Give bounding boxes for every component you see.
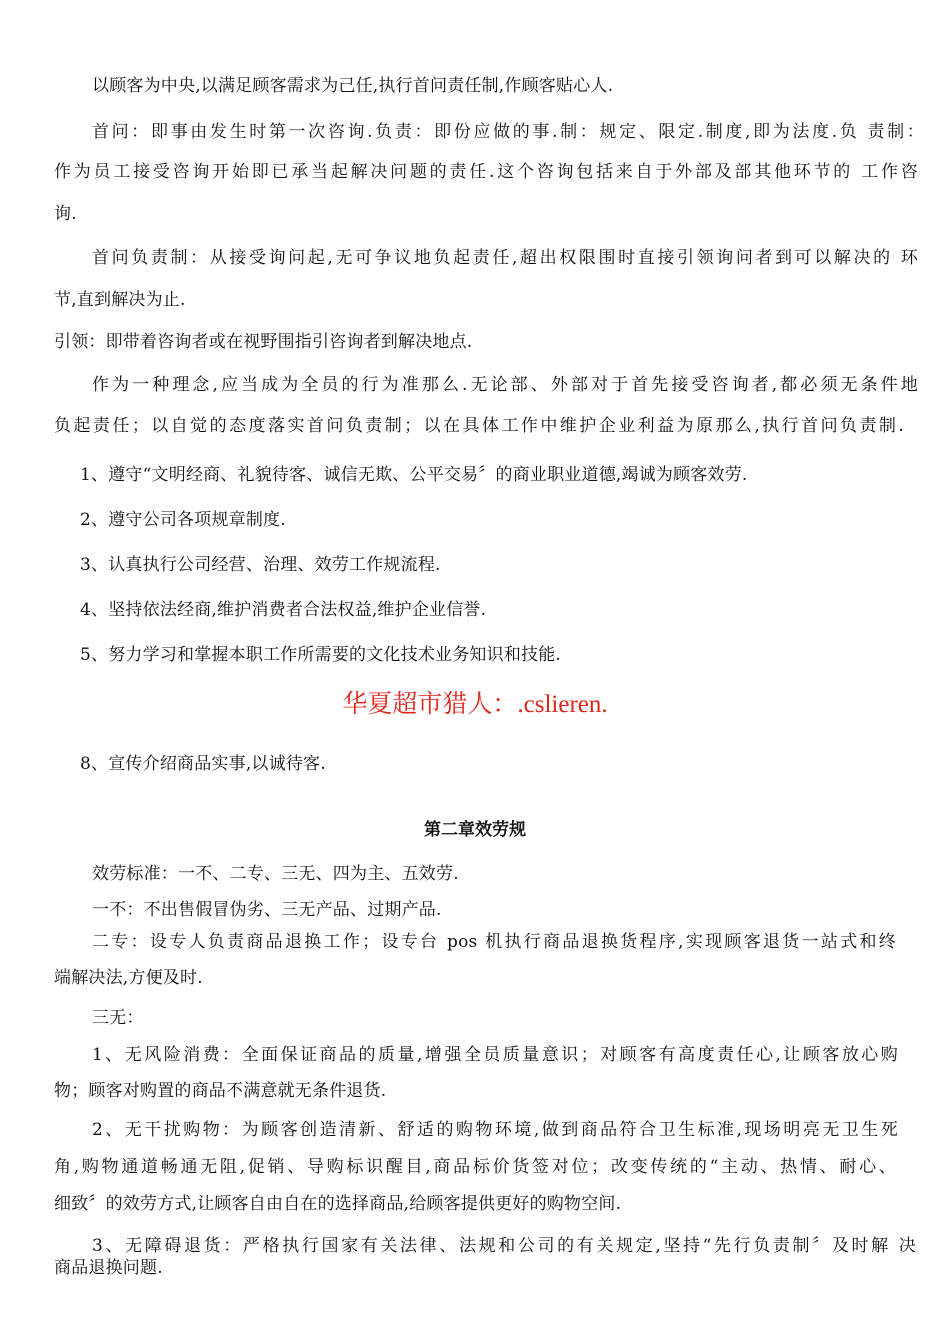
no-disturb-line2: 角,购物通道畅通无阻,促销、导购标识醒目,商品标价货签对位；改变传统的“主动、热情、耐心、 <box>54 1157 896 1177</box>
paragraph-customer-center: 以顾客为中央,以满足顾客需求为己任,执行首问责任制,作顾客贴心人. <box>92 76 614 96</box>
rule-item: 2、遵守公司各项规章制度. <box>80 510 286 530</box>
paragraph-guidance: 引领：即带着咨询者或在视野围指引咨询者到解决地点. <box>54 332 473 352</box>
paragraph-first-inquiry-line2: 作为员工接受咨询开始即已承当起解决问题的责任.这个咨询包括来自于外部及部其他环节的 工作咨 <box>54 162 918 182</box>
no-disturb-line1: 2、无干扰购物：为顾客创造清新、舒适的购物环境,做到商品符合卫生标准,现场明亮无卫生死 <box>92 1120 898 1140</box>
paragraph-responsibility-line2: 节,直到解决为止. <box>54 290 186 310</box>
service-one-no: 一不：不出售假冒伪劣、三无产品、过期产品. <box>92 900 442 920</box>
service-three-no: 三无： <box>92 1008 144 1028</box>
no-barrier-line2: 商品退换问题. <box>54 1258 163 1278</box>
service-two-special-line2: 端解决法,方便及时. <box>54 968 203 988</box>
rule-item: 5、努力学习和掌握本职工作所需要的文化技术业务知识和技能. <box>80 645 562 665</box>
paragraph-concept-line2: 负起责任；以自觉的态度落实首问负责制；以在具体工作中维护企业利益为原那么,执行首问负责制. <box>54 416 904 436</box>
service-two-special-line1: 二专：设专人负责商品退换工作；设专台 pos 机执行商品退换货程序,实现顾客退货一站式和终 <box>92 932 896 952</box>
paragraph-first-inquiry-line3: 询. <box>54 204 77 224</box>
no-disturb-line3: 细致〞的效劳方式,让顾客自由自在的选择商品,给顾客提供更好的购物空间. <box>54 1194 622 1214</box>
rule-item: 4、坚持依法经商,维护消费者合法权益,维护企业信誉. <box>80 600 487 620</box>
no-risk-line1: 1、无风险消费：全面保证商品的质量,增强全员质量意识；对顾客有高度责任心,让顾客放心购 <box>92 1045 898 1065</box>
rule-item-8: 8、宣传介绍商品实事,以诚待客. <box>80 754 326 774</box>
service-standard: 效劳标准：一不、二专、三无、四为主、五效劳. <box>92 864 459 884</box>
no-barrier-line1: 3、无障碍退货：严格执行国家有关法律、法规和公司的有关规定,坚持“先行负责制〞及时解 决 <box>92 1236 916 1256</box>
paragraph-first-inquiry-line1: 首问：即事由发生时第一次咨询.负责：即份应做的事.制：规定、限定.制度,即为法度.负 责制： <box>92 122 924 142</box>
rule-item: 3、认真执行公司经营、治理、效劳工作规流程. <box>80 555 441 575</box>
rule-item: 1、遵守“文明经商、礼貌待客、诚信无欺、公平交易〞的商业职业道德,竭诚为顾客效劳. <box>80 465 748 485</box>
chapter-heading: 第二章效劳规 <box>424 820 526 840</box>
no-risk-line2: 物；顾客对购置的商品不满意就无条件退货. <box>54 1081 387 1101</box>
paragraph-concept-line1: 作为一种理念,应当成为全员的行为准那么.无论部、外部对于首先接受咨询者,都必须无条件地 <box>92 375 918 395</box>
red-banner-link[interactable]: 华夏超市猎人：.cslieren. <box>342 691 608 718</box>
paragraph-responsibility-line1: 首问负责制：从接受询问起,无可争议地负起责任,超出权限围时直接引领询问者到可以解决的 环 <box>92 248 918 268</box>
